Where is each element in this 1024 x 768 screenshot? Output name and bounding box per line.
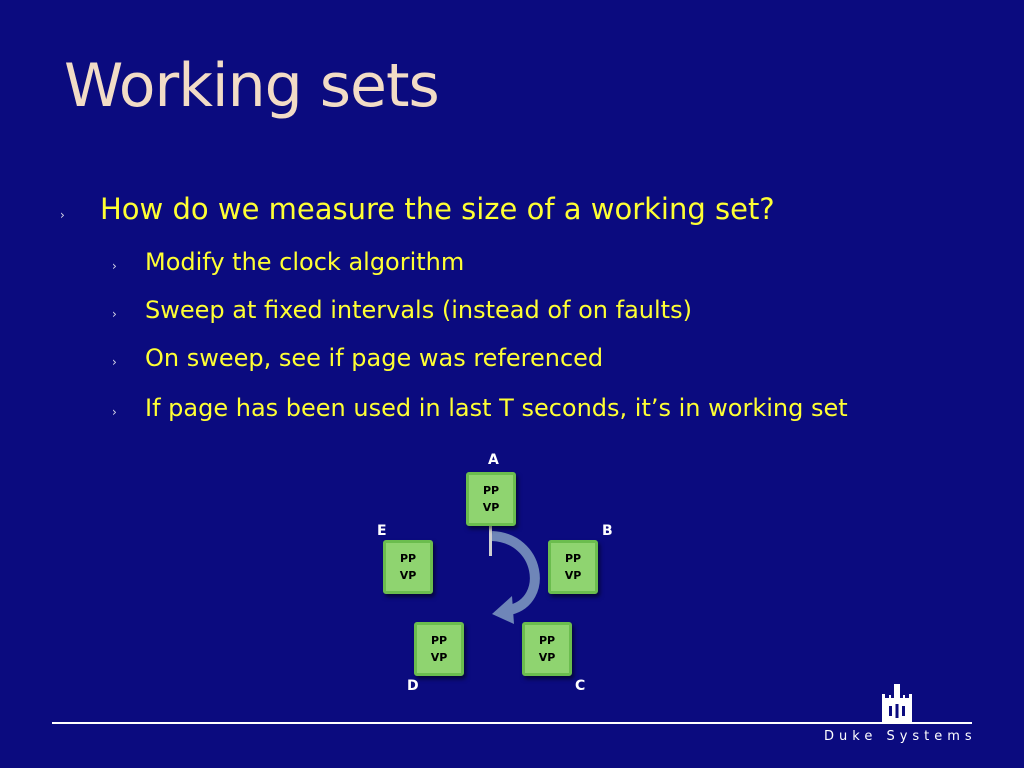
node-vp: VP [430, 651, 448, 664]
node-vp: VP [482, 501, 500, 514]
bullet-arrow-icon: › [112, 259, 117, 273]
node-label-d: D [407, 678, 419, 694]
bullet-arrow-icon: › [60, 208, 65, 222]
bullet-sub-4 [112, 394, 848, 422]
node-pp: PP [399, 552, 417, 565]
bullet-arrow-icon: › [112, 405, 117, 419]
page-node-b [548, 540, 598, 594]
page-node-c [522, 622, 572, 676]
bullet-main [60, 192, 775, 226]
bullet-arrow-icon: › [112, 307, 117, 321]
bullet-sub-3 [112, 344, 603, 372]
bullet-arrow-icon: › [112, 355, 117, 369]
node-label-e: E [377, 523, 387, 539]
node-vp: VP [564, 569, 582, 582]
node-pp: PP [538, 634, 556, 647]
node-vp: VP [538, 651, 556, 664]
node-vp: VP [399, 569, 417, 582]
bullet-sub-1 [112, 248, 464, 276]
footer-brand: Duke Systems [824, 729, 977, 744]
page-node-a [466, 472, 516, 526]
slide-title: Working sets [64, 51, 439, 121]
duke-chapel-logo [880, 684, 914, 722]
node-pp: PP [482, 484, 500, 497]
bullet-sub-text: On sweep, see if page was referenced [145, 344, 604, 372]
page-node-e [383, 540, 433, 594]
node-label-a: A [488, 452, 499, 468]
node-pp: PP [564, 552, 582, 565]
bullet-sub-text: Sweep at fixed intervals (instead of on faults) [145, 296, 692, 324]
bullet-sub-2 [112, 296, 692, 324]
bullet-sub-text: If page has been used in last T seconds, it’s in working set [145, 394, 848, 422]
node-label-b: B [602, 523, 613, 539]
node-label-c: C [575, 678, 586, 694]
page-node-d [414, 622, 464, 676]
bullet-main-text: How do we measure the size of a working set? [100, 192, 775, 226]
footer-divider [52, 722, 972, 724]
bullet-sub-text: Modify the clock algorithm [145, 248, 465, 276]
node-pp: PP [430, 634, 448, 647]
